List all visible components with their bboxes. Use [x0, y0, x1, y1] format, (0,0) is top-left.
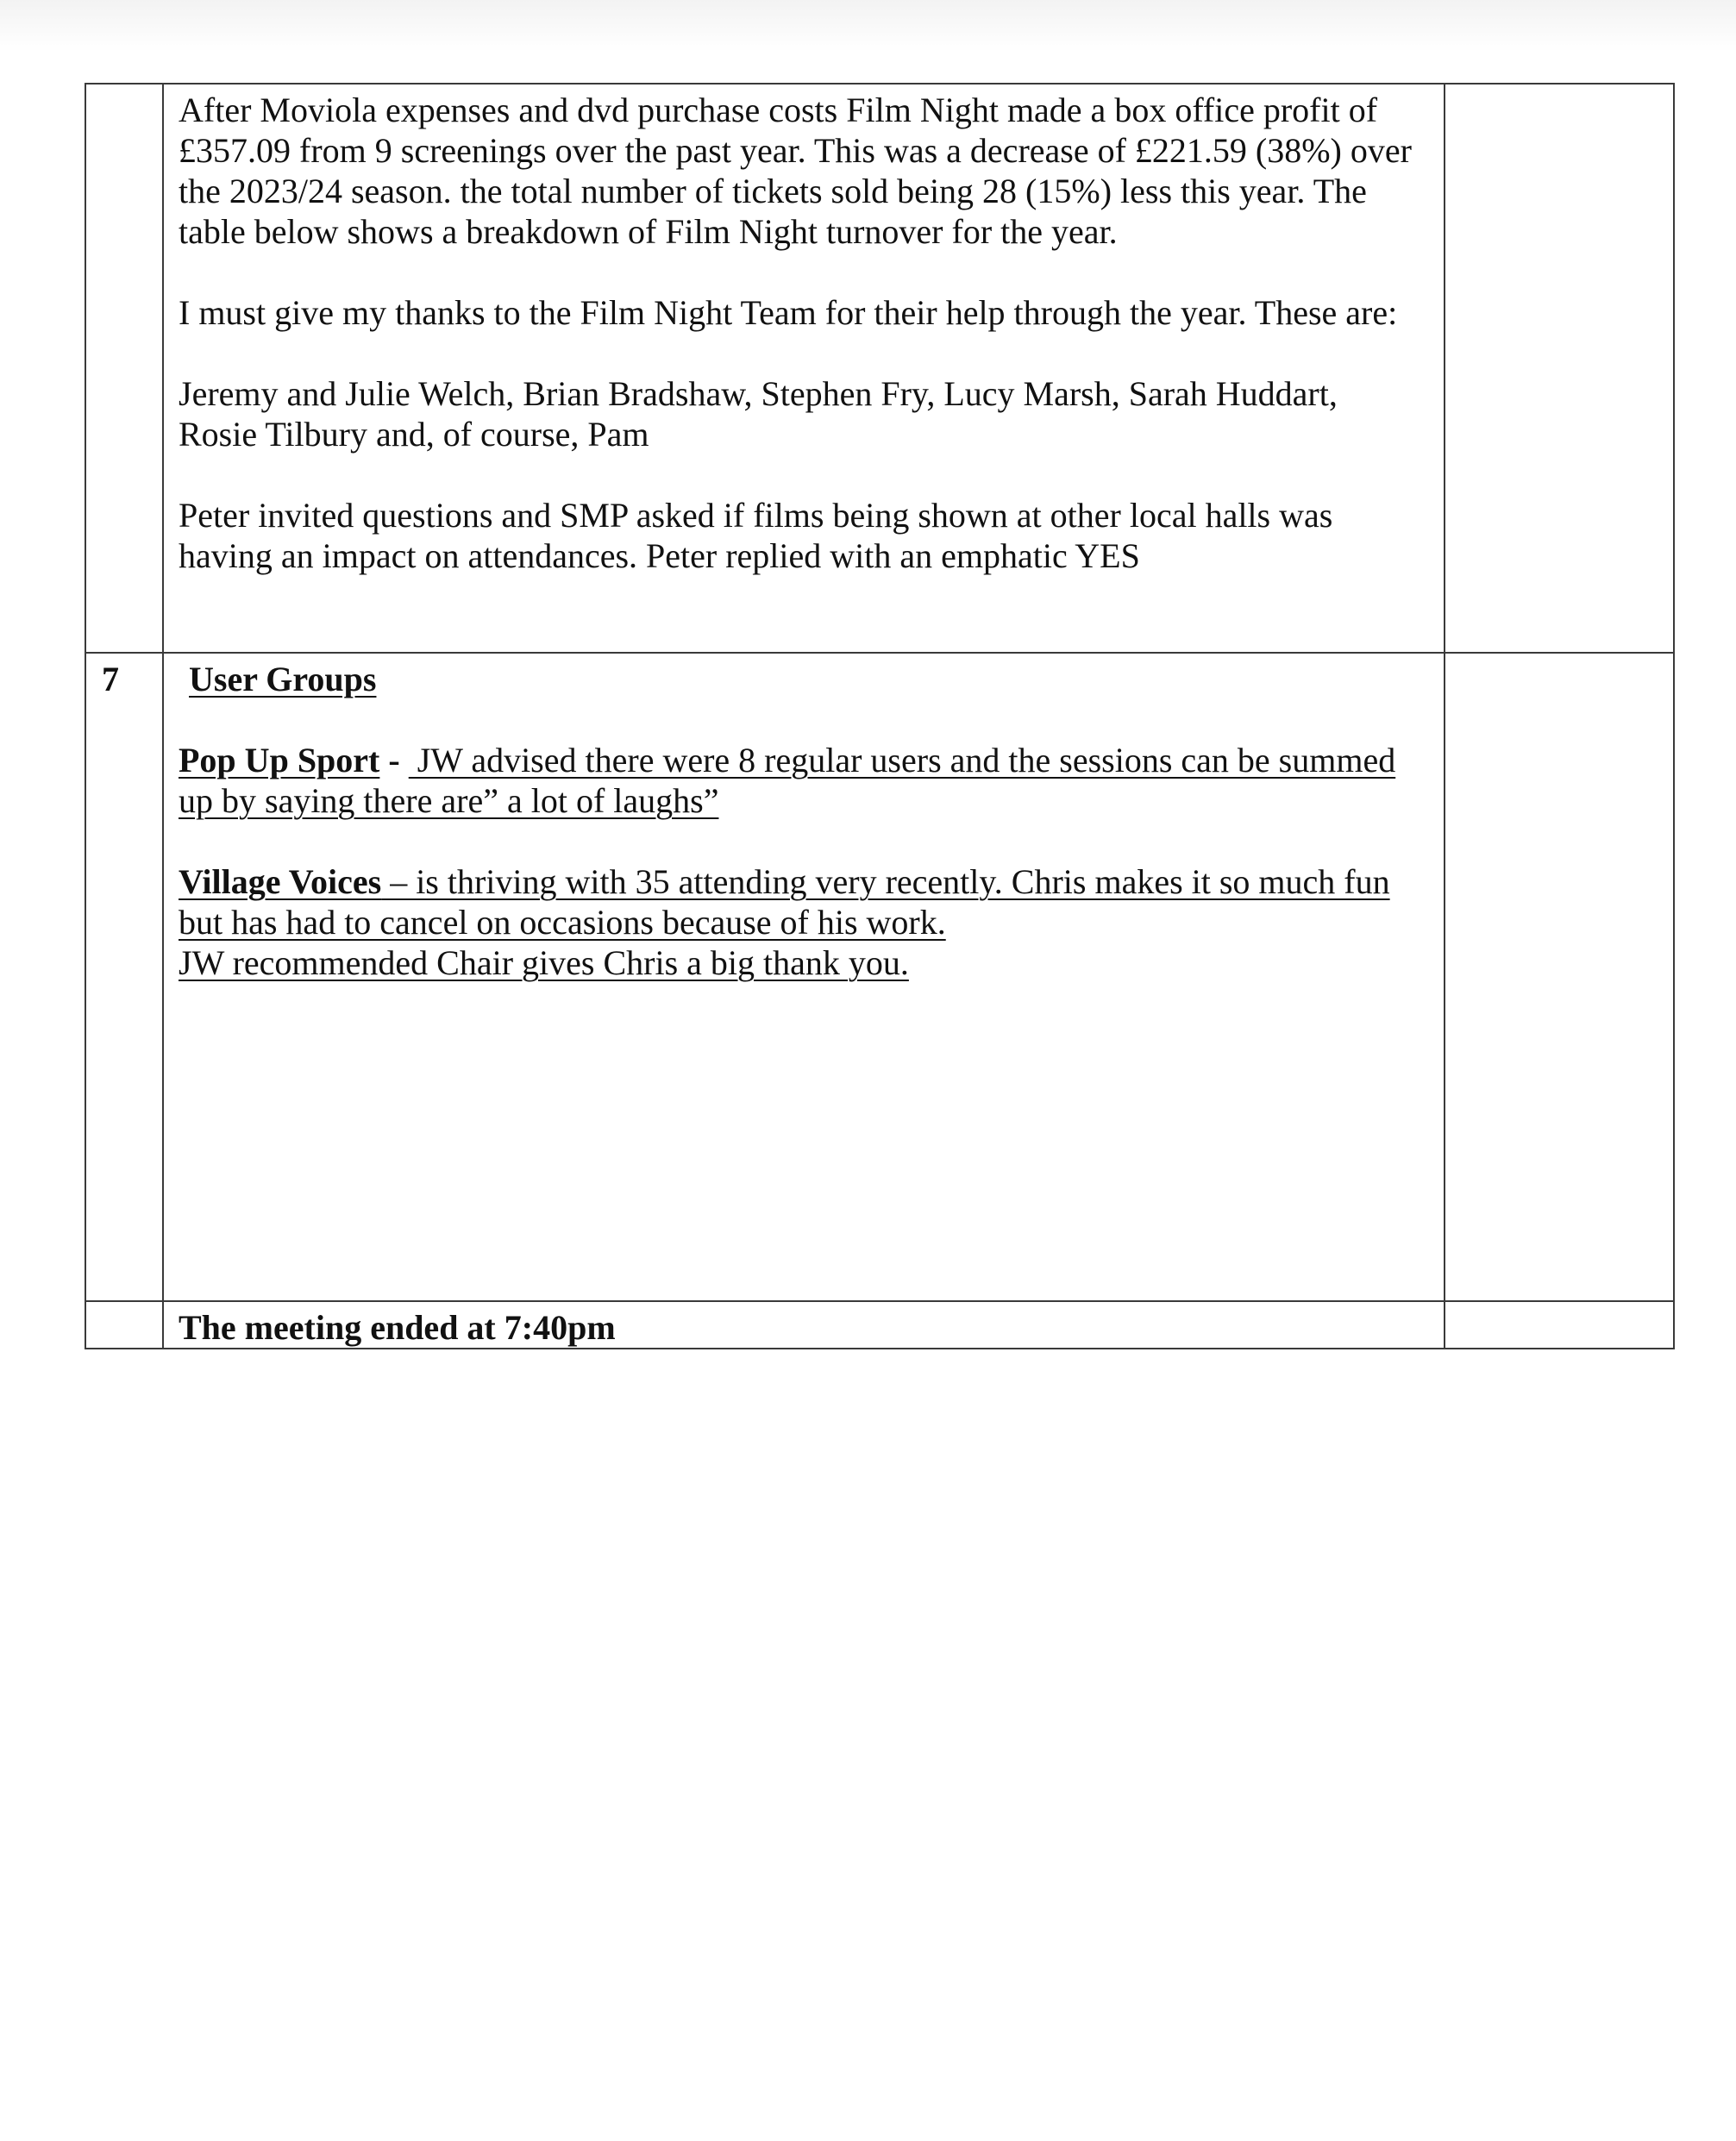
- section-heading: [179, 659, 1425, 699]
- action-cell: [1445, 653, 1674, 1301]
- film-night-thanks-paragraph: I must give my thanks to the Film Night Team for their help through the year. These are:: [179, 293, 1398, 332]
- film-night-questions: [179, 495, 1425, 576]
- action-cell: [1445, 1301, 1674, 1349]
- jw-recommendation-text: JW recommended Chair gives Chris a big thank you.: [179, 943, 909, 982]
- item-number-cell-empty: [85, 1301, 163, 1349]
- user-groups-content: [163, 653, 1445, 1301]
- village-voices-paragraph: [179, 861, 1425, 942]
- pop-up-sport-separator: -: [379, 741, 409, 779]
- pop-up-sport-label: Pop Up Sport: [179, 741, 380, 779]
- closing-row: [85, 1301, 1674, 1349]
- team-names-line: Rosie Tilbury and, of course, Pam: [179, 415, 649, 454]
- user-groups-row: [85, 653, 1674, 1301]
- film-night-row: [85, 84, 1674, 653]
- film-night-content: [163, 84, 1445, 653]
- film-night-profit-paragraph: After Moviola expenses and dvd purchase costs Film Night made a box office profit of £357.09 from 9 screenings over the past year. This was a decrease of £221.59 (38%) over the 2023/24 season. the total number of tickets sold being 28 (15%) less this year. The table below shows a breakdown of Film Night turnover for the year.: [179, 91, 1412, 251]
- minutes-table: [85, 83, 1675, 1349]
- team-names-line: Jeremy and Julie Welch, Brian Bradshaw, Stephen Fry, Lucy Marsh, Sarah Huddart,: [179, 374, 1338, 413]
- meeting-end-text: The meeting ended at 7:40pm: [163, 1301, 1445, 1349]
- pop-up-sport-paragraph: [179, 740, 1425, 821]
- scan-top-shading: [0, 0, 1736, 52]
- user-groups-heading: User Groups: [189, 660, 377, 698]
- action-cell: [1445, 84, 1674, 653]
- film-night-team-list: [179, 373, 1425, 454]
- item-number-cell-empty: [85, 84, 163, 653]
- questions-line: having an impact on attendances. Peter replied with an emphatic YES: [179, 536, 1140, 575]
- village-voices-text: – is thriving with 35 attending very recently. Chris makes it so much fun but has had to cancel on occasions because of his work.: [179, 862, 1390, 942]
- pop-up-sport-text: JW advised there were 8 regular users and the sessions can be summed up by saying there are” a lot of laughs”: [179, 741, 1396, 820]
- jw-recommendation: [179, 942, 1425, 983]
- questions-line: Peter invited questions and SMP asked if films being shown at other local halls was: [179, 496, 1333, 535]
- village-voices-label: Village Voices: [179, 862, 382, 901]
- item-number: 7: [85, 653, 163, 1301]
